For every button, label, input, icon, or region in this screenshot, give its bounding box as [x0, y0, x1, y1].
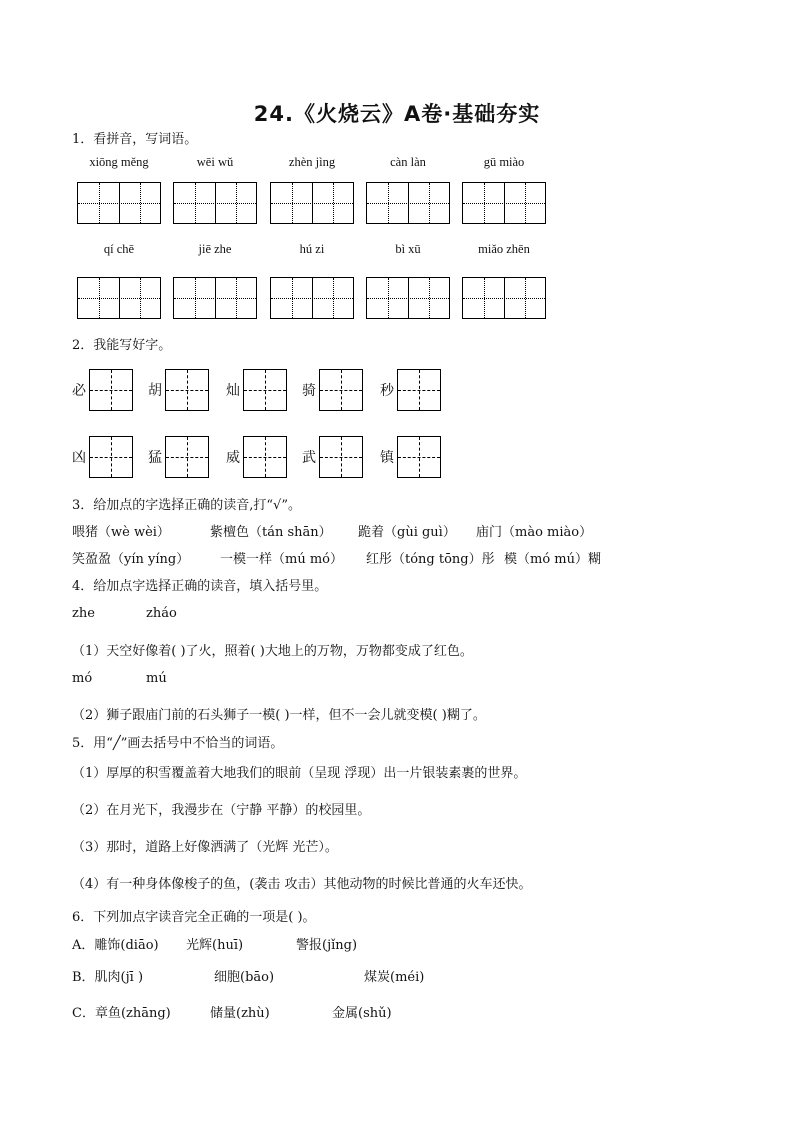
word-writing-grid[interactable] [366, 277, 450, 319]
pinyin-label: qí chē [103, 242, 135, 256]
character-to-copy: 胡 [148, 383, 162, 399]
word-writing-grid[interactable] [77, 277, 161, 319]
tian-grid-box[interactable] [89, 436, 133, 478]
q3-line1-item: 跪着（gùi guì） [358, 525, 456, 540]
character-to-copy: 威 [226, 450, 240, 466]
pinyin-label: xiōng měng [89, 155, 149, 169]
page-title: 24.《火烧云》A卷·基础夯实 [253, 102, 541, 126]
q6-option-a-word: 警报(jǐng) [296, 938, 358, 953]
pinyin-label: miǎo zhēn [478, 242, 530, 256]
tian-grid-box[interactable] [243, 436, 287, 478]
q6-option-a: A．雕饰(diāo) [72, 938, 159, 953]
pinyin-label: bì xū [395, 242, 421, 256]
tian-grid-box[interactable] [165, 436, 209, 478]
question-5-heading: 5．用“╱”画去括号中不恰当的词语。 [72, 736, 284, 751]
tian-grid-box[interactable] [397, 369, 441, 411]
pinyin-label: hú zi [299, 242, 325, 256]
q6-option-c: C．章鱼(zhāng) [72, 1006, 171, 1021]
question-6-heading: 6．下列加点字读音完全正确的一项是( )。 [72, 910, 316, 925]
q4-pinyin-option: zhe [72, 606, 95, 621]
character-to-copy: 必 [72, 383, 86, 399]
q4-sentence-1: （1）天空好像着( )了火，照着( )大地上的万物，万物都变成了红色。 [72, 644, 473, 659]
word-writing-grid[interactable] [270, 277, 354, 319]
question-1-heading: 1．看拼音，写词语。 [72, 132, 198, 147]
q3-line2-item: 红彤（tóng tōng）彤 [366, 552, 495, 567]
q3-line1-item: 喂猪（wè wèi） [72, 525, 170, 540]
pinyin-label: càn làn [390, 155, 426, 169]
word-writing-grid[interactable] [270, 182, 354, 224]
word-writing-grid[interactable] [173, 182, 257, 224]
q6-option-b-word: 细胞(bāo) [214, 970, 275, 985]
pinyin-label: zhèn jìng [288, 155, 336, 169]
tian-grid-box[interactable] [319, 369, 363, 411]
question-2-heading: 2．我能写好字。 [72, 338, 172, 353]
q4-pinyin-option: zháo [146, 606, 177, 621]
tian-grid-box[interactable] [243, 369, 287, 411]
q3-line1-item: 紫檀色（tán shān） [210, 525, 332, 540]
tian-grid-box[interactable] [165, 369, 209, 411]
word-writing-grid[interactable] [173, 277, 257, 319]
q3-line2-item: 模（mó mú）糊 [504, 552, 601, 567]
q6-option-c-word: 储量(zhù) [210, 1006, 270, 1021]
q3-line2-item: 笑盈盈（yín yíng） [72, 552, 190, 567]
q6-option-b-word: 煤炭(méi) [364, 970, 425, 985]
word-writing-grid[interactable] [462, 182, 546, 224]
character-to-copy: 骑 [302, 383, 316, 399]
character-to-copy: 镇 [380, 450, 394, 466]
character-to-copy: 凶 [72, 450, 86, 466]
q3-line2-item: 一模一样（mú mó） [220, 552, 343, 567]
character-to-copy: 猛 [148, 450, 162, 466]
q6-option-c-word: 金属(shǔ) [332, 1006, 392, 1021]
pinyin-label: jiē zhe [198, 242, 232, 256]
pinyin-label: wēi wǔ [196, 155, 234, 169]
q5-item: （4）有一种身体像梭子的鱼，(袭击 攻击）其他动物的时候比普通的火车还快。 [72, 877, 532, 892]
word-writing-grid[interactable] [462, 277, 546, 319]
character-to-copy: 武 [302, 450, 316, 466]
q4-pinyin-option: mú [146, 671, 167, 686]
q5-item: （1）厚厚的积雪覆盖着大地我们的眼前（呈现 浮现）出一片银装素裹的世界。 [72, 766, 527, 781]
question-4-heading: 4．给加点字选择正确的读音，填入括号里。 [72, 579, 328, 594]
tian-grid-box[interactable] [319, 436, 363, 478]
tian-grid-box[interactable] [89, 369, 133, 411]
question-3-heading: 3．给加点的字选择正确的读音,打“√”。 [72, 498, 301, 513]
q5-item: （3）那时，道路上好像洒满了（光辉 光芒）。 [72, 840, 338, 855]
word-writing-grid[interactable] [366, 182, 450, 224]
tian-grid-box[interactable] [397, 436, 441, 478]
q4-sentence-2: （2）狮子跟庙门前的石头狮子一模( )一样，但不一会儿就变模( )糊了。 [72, 708, 486, 723]
q6-option-b: B．肌肉(jī ) [72, 970, 144, 985]
q5-item: （2）在月光下，我漫步在（宁静 平静）的校园里。 [72, 803, 371, 818]
q3-line1-item: 庙门（mào miào） [476, 525, 593, 540]
word-writing-grid[interactable] [77, 182, 161, 224]
q6-option-a-word: 光辉(huī) [186, 938, 244, 953]
character-to-copy: 秒 [380, 383, 394, 399]
q4-pinyin-option: mó [72, 671, 93, 686]
character-to-copy: 灿 [226, 383, 240, 399]
pinyin-label: gū miào [483, 155, 525, 169]
